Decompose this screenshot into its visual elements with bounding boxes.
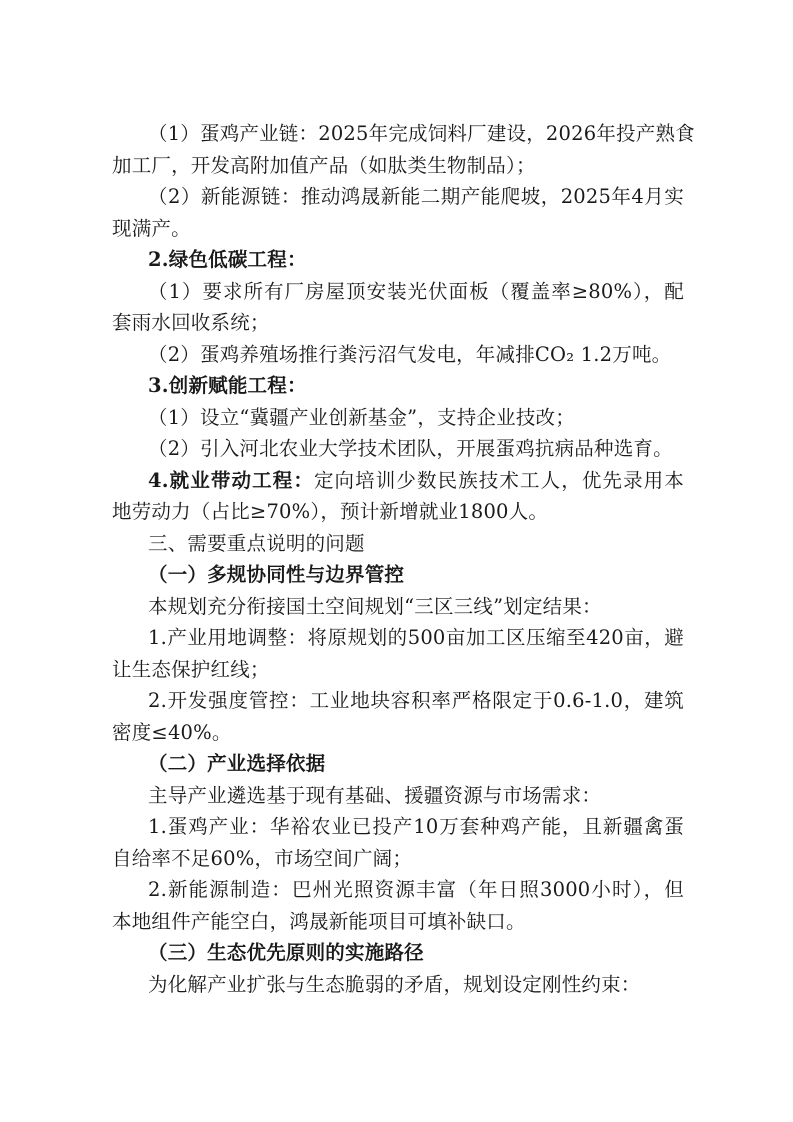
text-line: 现满产。 <box>112 216 191 240</box>
text-line: 地劳动力（占比≥70%），预计新增就业1800人。 <box>112 500 549 523</box>
text-line: （1）要求所有厂房屋顶安装光伏面板（覆盖率≥80%），配 <box>148 279 684 303</box>
text-line <box>112 465 684 497</box>
text-line: 加工厂，开发高附加值产品（如肽类生物制品）； <box>112 153 536 177</box>
text-line: 2.开发强度管控：工业地块容积率严格限定于0.6-1.0，建筑 <box>148 689 684 712</box>
text-line: 主导产业遴选基于现有基础、援疆资源与市场需求： <box>148 783 602 807</box>
text-line: 2.绿色低碳工程： <box>148 248 307 271</box>
text-line: 3.创新赋能工程： <box>148 374 307 397</box>
text-line: 让生态保护红线； <box>112 657 270 681</box>
text-line: （1）蛋鸡产业链：2025年完成饲料厂建设，2026年投产熟食 <box>148 122 695 145</box>
text-line: 1.蛋鸡产业：华裕农业已投产10万套种鸡产能，且新疆禽蛋 <box>148 815 684 838</box>
inline-heading: 4.就业带动工程： <box>148 468 314 492</box>
text-line: 为化解产业扩张与生态脆弱的矛盾，规划设定刚性约束： <box>148 972 641 996</box>
text-line: （2）引入河北农业大学技术团队，开展蛋鸡抗病品种选育。 <box>148 437 673 460</box>
document-body <box>112 118 695 1000</box>
text-line: 2.新能源制造：巴州光照资源丰富（年日照3000小时），但 <box>148 878 684 901</box>
text-line: （2）蛋鸡养殖场推行粪污沼气发电，年减排CO₂ 1.2万吨。 <box>148 342 672 366</box>
text-line: （三）生态优先原则的实施路径 <box>148 941 424 964</box>
text-line: 本规划充分衔接国土空间规划“三区三线”划定结果： <box>148 594 602 618</box>
text-line: （2）新能源链：推动鸿晟新能二期产能爬坡，2025年4月实 <box>148 185 684 208</box>
text-line: 三、需要重点说明的问题 <box>148 531 365 555</box>
text-line: 1.产业用地调整：将原规划的500亩加工区压缩至420亩，避 <box>148 626 684 649</box>
text-line: 密度≤40%。 <box>112 720 232 744</box>
text-line: 自给率不足60%，市场空间广阔； <box>112 846 413 870</box>
text-line: （一）多规协同性与边界管控 <box>148 563 405 586</box>
text-line: （1）设立“冀疆产业创新基金”，支持企业技改； <box>148 405 575 429</box>
line-text: 定向培训少数民族技术工人，优先录用本 <box>313 468 684 492</box>
text-line: 本地组件产能空白，鸿晟新能项目可填补缺口。 <box>112 909 526 933</box>
text-line: 套雨水回收系统； <box>112 311 270 334</box>
text-line: （二）产业选择依据 <box>148 752 326 775</box>
